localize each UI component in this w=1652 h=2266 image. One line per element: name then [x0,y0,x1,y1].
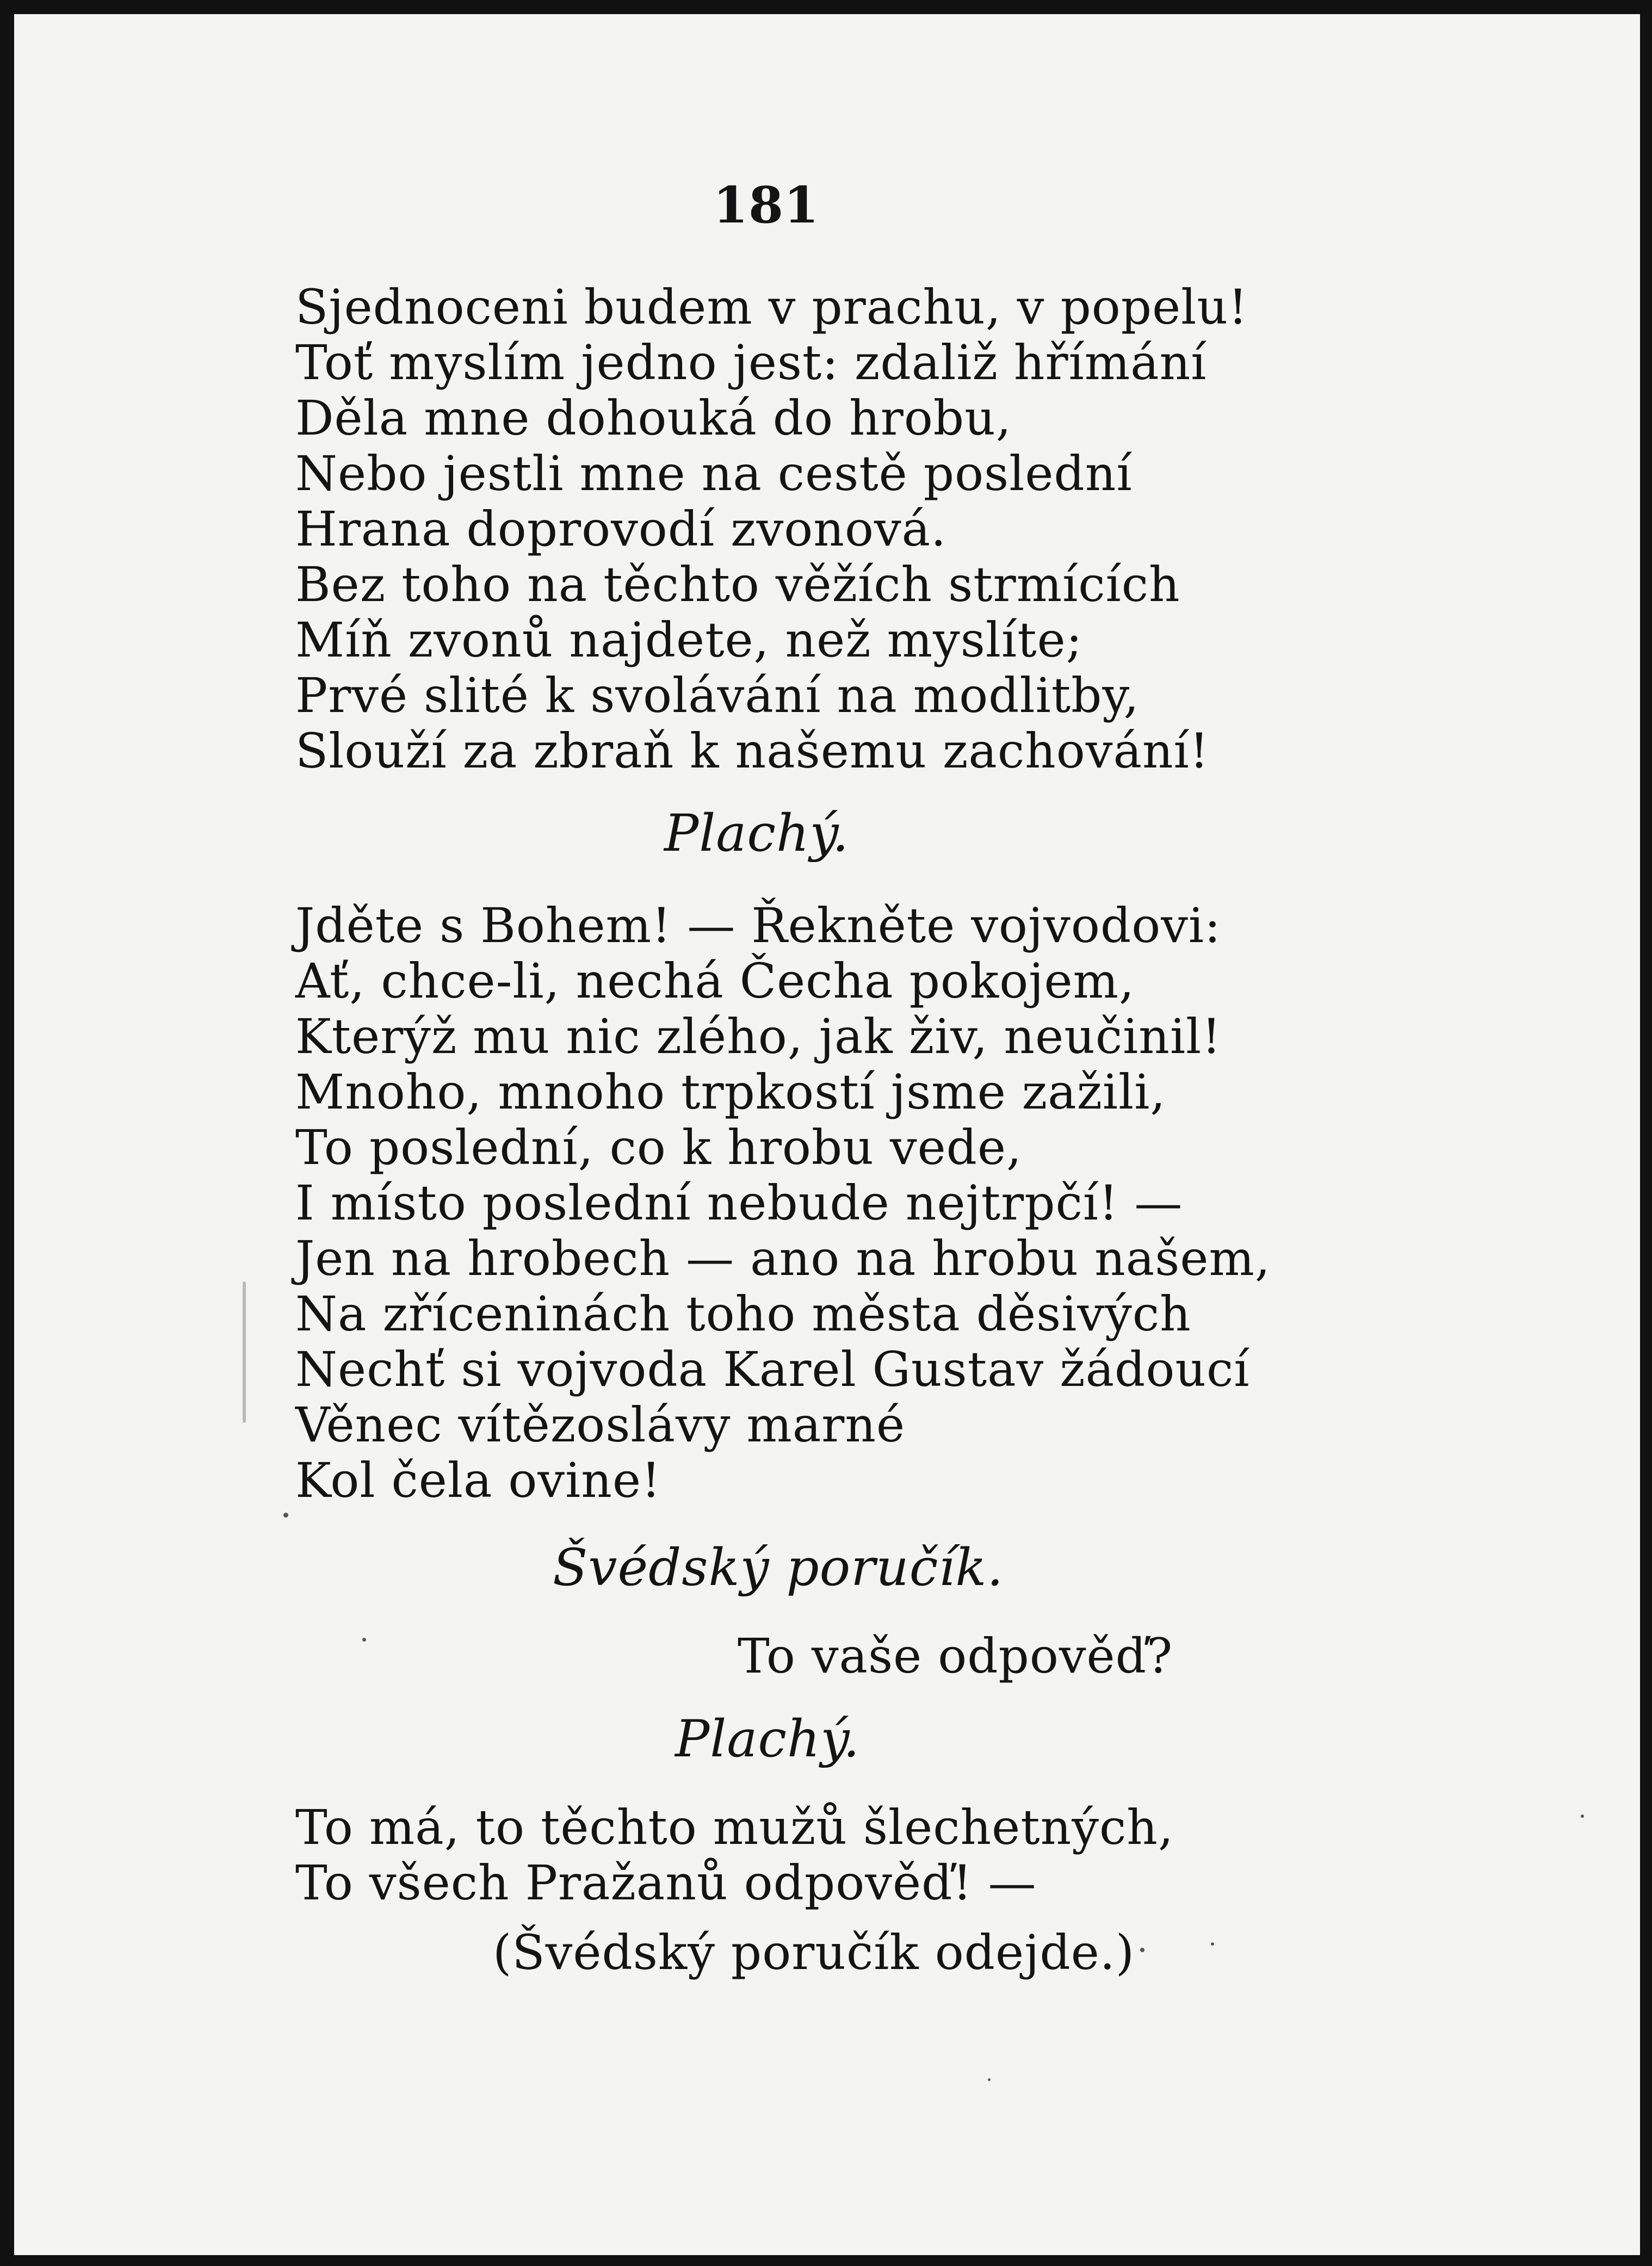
speaker-name: Plachý. [675,1710,861,1769]
speaker-name: Švédský poručík. [553,1538,1004,1598]
scan-speck [1211,1942,1214,1946]
verse-line: Jen na hrobech — ano na hrobu našem, [295,1230,1271,1286]
verse-line: Nebo jestli mne na cestě poslední [295,445,1133,502]
verse-line: To všech Pražanů odpověď! — [295,1855,1037,1911]
verse-line: Bez toho na těchto věžích strmících [295,556,1180,612]
verse-line: I místo poslední nebude nejtrpčí! — [295,1175,1183,1231]
verse-line: Na zříceninách toho města děsivých [295,1286,1191,1342]
verse-line: Děla mne dohouká do hrobu, [295,390,1012,446]
verse-line: Míň zvonů najdete, než myslíte; [295,612,1083,668]
stage-direction: (Švédský poručík odejde.) [493,1924,1135,1980]
scan-speck [283,1513,288,1518]
verse-line: Mnoho, mnoho trpkostí jsme zažili, [295,1064,1166,1120]
verse-line: Slouží za zbraň k našemu zachování! [295,723,1210,779]
verse-line: Toť myslím jedno jest: zdaliž hřímání [295,335,1207,391]
verse-line: Nechť si vojvoda Karel Gustav žádoucí [295,1341,1250,1397]
speaker-name: Plachý. [664,804,850,863]
page-number: 181 [713,176,820,234]
reply-line: To vaše odpověď? [738,1628,1173,1684]
verse-line: Kterýž mu nic zlého, jak živ, neučinil! [295,1008,1222,1064]
verse-line: To má, to těchto mužů šlechetných, [295,1799,1174,1855]
scan-speck [1140,1948,1144,1952]
verse-line: Věnec vítězoslávy marné [295,1397,906,1453]
verse-line: Ať, chce-li, nechá Čecha pokojem, [295,953,1135,1009]
scan-speck [988,2078,991,2081]
verse-line: Sjednoceni budem v prachu, v popelu! [295,279,1248,335]
verse-line: Kol čela ovine! [295,1452,661,1508]
verse-line: Hrana doprovodí zvonová. [295,501,947,557]
scan-speck [362,1638,366,1642]
verse-line: Jděte s Bohem! — Řekněte vojvodovi: [295,897,1221,954]
scan-speck [243,1281,246,1423]
verse-line: To poslední, co k hrobu vede, [295,1119,1023,1175]
verse-line: Prvé slité k svolávání na modlitby, [295,667,1140,723]
scan-speck [1581,1815,1584,1818]
